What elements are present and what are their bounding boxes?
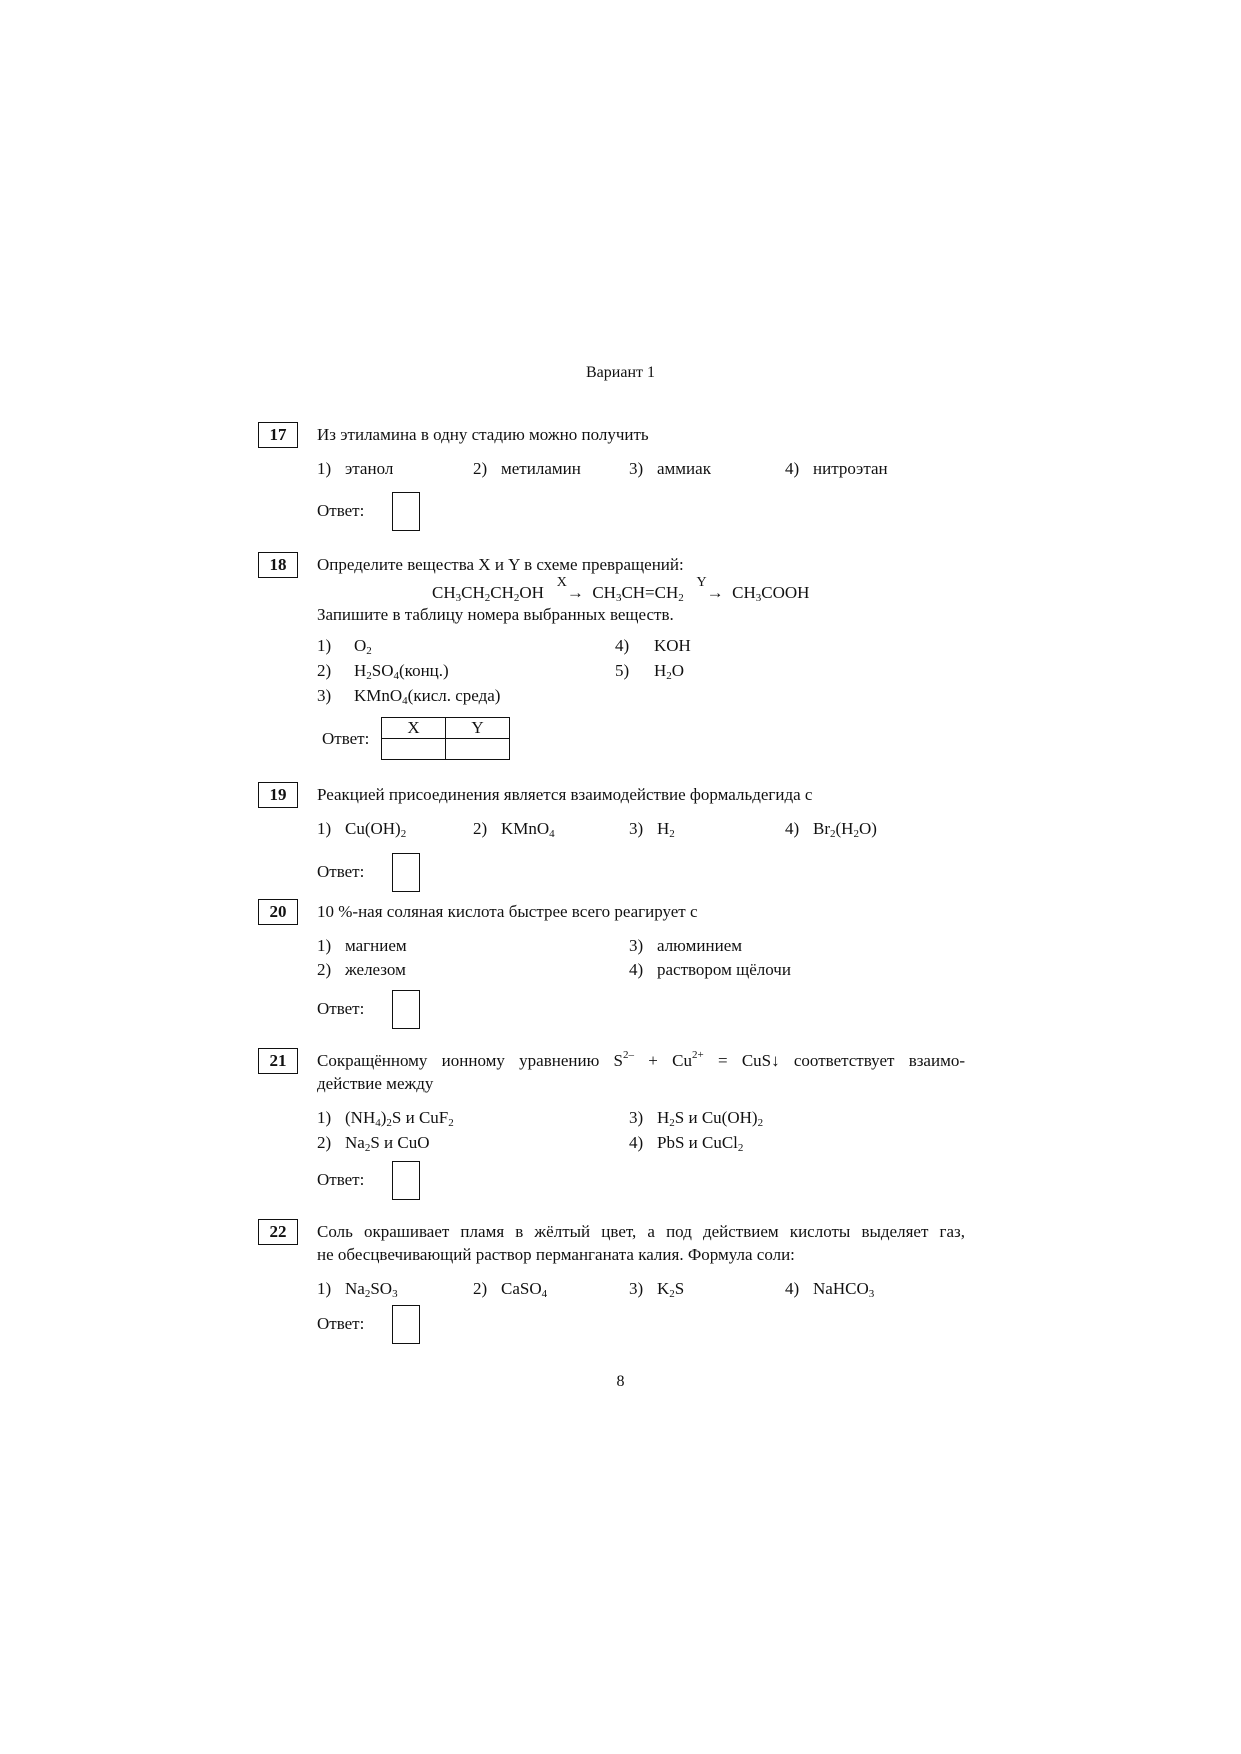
option-number: 4) bbox=[615, 636, 630, 655]
option-text: PbS и CuCl$_2$ bbox=[657, 1133, 744, 1154]
option-text: метиламин bbox=[501, 459, 581, 478]
question-text: Реакцией присоединения является взаимодействие формальдегида с bbox=[317, 785, 813, 804]
question-text: не обесцвечивающий раствор перманганата калия. Формула соли: bbox=[317, 1245, 795, 1264]
option-number: 4) bbox=[785, 1279, 800, 1298]
option-text: $(NH_4)_2S$ и CuF$_2$ bbox=[345, 1108, 454, 1129]
question-text: Из этиламина в одну стадию можно получить bbox=[317, 425, 649, 444]
answer-table-header-x: X bbox=[382, 718, 446, 739]
question-text: Запишите в таблицу номера выбранных веществ. bbox=[317, 605, 674, 624]
option-text: CaSO$_4$ bbox=[501, 1279, 548, 1300]
answer-label: Ответ: bbox=[317, 862, 365, 881]
option-text: NaHCO$_3$ bbox=[813, 1279, 875, 1300]
option-number: 2) bbox=[317, 1133, 332, 1152]
option-number: 4) bbox=[629, 960, 644, 979]
option-text: $H_2$ bbox=[657, 819, 675, 840]
option-number: 3) bbox=[629, 1108, 644, 1127]
option-number: 2) bbox=[473, 459, 488, 478]
option-number: 1) bbox=[317, 936, 332, 955]
option-number: 3) bbox=[629, 1279, 644, 1298]
option-text: $Br_2(H_2O)$ bbox=[813, 819, 877, 840]
question-text: 10 %-ная соляная кислота быстрее всего реагирует с bbox=[317, 902, 698, 921]
question-number: 22 bbox=[258, 1219, 298, 1245]
option-number: 2) bbox=[317, 960, 332, 979]
option-text: $O_2$ bbox=[354, 636, 372, 657]
question-number: 18 bbox=[258, 552, 298, 578]
answer-table-header-y: Y bbox=[446, 718, 510, 739]
option-number: 3) bbox=[629, 936, 644, 955]
answer-box[interactable] bbox=[392, 1161, 420, 1200]
answer-box[interactable] bbox=[392, 492, 420, 531]
option-number: 1) bbox=[317, 1108, 332, 1127]
question-text: Определите вещества X и Y в схеме превращений: bbox=[317, 555, 684, 574]
option-text: $Cu(OH)_2$ bbox=[345, 819, 407, 840]
option-text: KMnO$_4$ bbox=[501, 819, 555, 840]
answer-label: Ответ: bbox=[317, 1314, 365, 1333]
question-text: Сокращённому ионному уравнению $S^{2-} + Cu^{2+}$ = CuS↓ соответствует взаимо- bbox=[317, 1049, 965, 1070]
option-text: KMnO$_4$(кисл. среда) bbox=[354, 686, 501, 707]
page-header: Вариант 1 bbox=[586, 364, 655, 381]
option-text: $H_2SO_4(конц.)$ bbox=[354, 661, 449, 682]
question-number: 20 bbox=[258, 899, 298, 925]
option-text: $H_2O$ bbox=[654, 661, 685, 682]
question-number: 17 bbox=[258, 422, 298, 448]
answer-box[interactable] bbox=[392, 990, 420, 1029]
option-number: 1) bbox=[317, 1279, 332, 1298]
answer-box[interactable] bbox=[392, 1305, 420, 1344]
option-text: магнием bbox=[345, 936, 407, 955]
option-text: $K_2S$ bbox=[657, 1279, 685, 1300]
reaction-scheme: $CH_3CH_2CH_2OH$ $^X\to CH_3CH=CH_2$ $^Y\to CH_3COOH$ bbox=[432, 575, 810, 604]
option-number: 2) bbox=[473, 819, 488, 838]
answer-label: Ответ: bbox=[317, 999, 365, 1018]
question-text: действие между bbox=[317, 1074, 434, 1093]
answer-label: Ответ: bbox=[322, 729, 370, 748]
answer-cell-x[interactable] bbox=[382, 739, 446, 760]
option-number: 2) bbox=[317, 661, 332, 680]
option-number: 4) bbox=[785, 459, 800, 478]
option-text: алюминием bbox=[657, 936, 743, 955]
option-number: 4) bbox=[629, 1133, 644, 1152]
question-number: 19 bbox=[258, 782, 298, 808]
page-number: 8 bbox=[616, 1373, 625, 1390]
arrow-icon: → bbox=[566, 583, 584, 602]
option-number: 1) bbox=[317, 636, 332, 655]
option-text: раствором щёлочи bbox=[657, 960, 791, 979]
answer-cell-y[interactable] bbox=[446, 739, 510, 760]
question-number: 21 bbox=[258, 1048, 298, 1074]
option-text: нитроэтан bbox=[813, 459, 888, 478]
question-text: Соль окрашивает пламя в жёлтый цвет, а под действием кислоты выделяет газ, bbox=[317, 1222, 965, 1241]
option-number: 3) bbox=[629, 819, 644, 838]
option-number: 3) bbox=[629, 459, 644, 478]
answer-label: Ответ: bbox=[317, 501, 365, 520]
option-text: этанол bbox=[345, 459, 394, 478]
answer-table bbox=[381, 717, 510, 760]
option-text: $Na_2SO_3$ bbox=[345, 1279, 398, 1300]
option-text: железом bbox=[345, 960, 406, 979]
answer-box[interactable] bbox=[392, 853, 420, 892]
option-number: 5) bbox=[615, 661, 630, 680]
option-number: 4) bbox=[785, 819, 800, 838]
option-number: 3) bbox=[317, 686, 332, 705]
option-text: $Na_2S$ и CuO bbox=[345, 1133, 430, 1154]
option-text: аммиак bbox=[657, 459, 711, 478]
option-text: $H_2S$ и $Cu(OH)_2$ bbox=[657, 1108, 764, 1129]
answer-label: Ответ: bbox=[317, 1170, 365, 1189]
option-text: KOH bbox=[654, 636, 691, 655]
option-number: 1) bbox=[317, 819, 332, 838]
option-number: 1) bbox=[317, 459, 332, 478]
arrow-icon: → bbox=[706, 583, 724, 602]
option-number: 2) bbox=[473, 1279, 488, 1298]
